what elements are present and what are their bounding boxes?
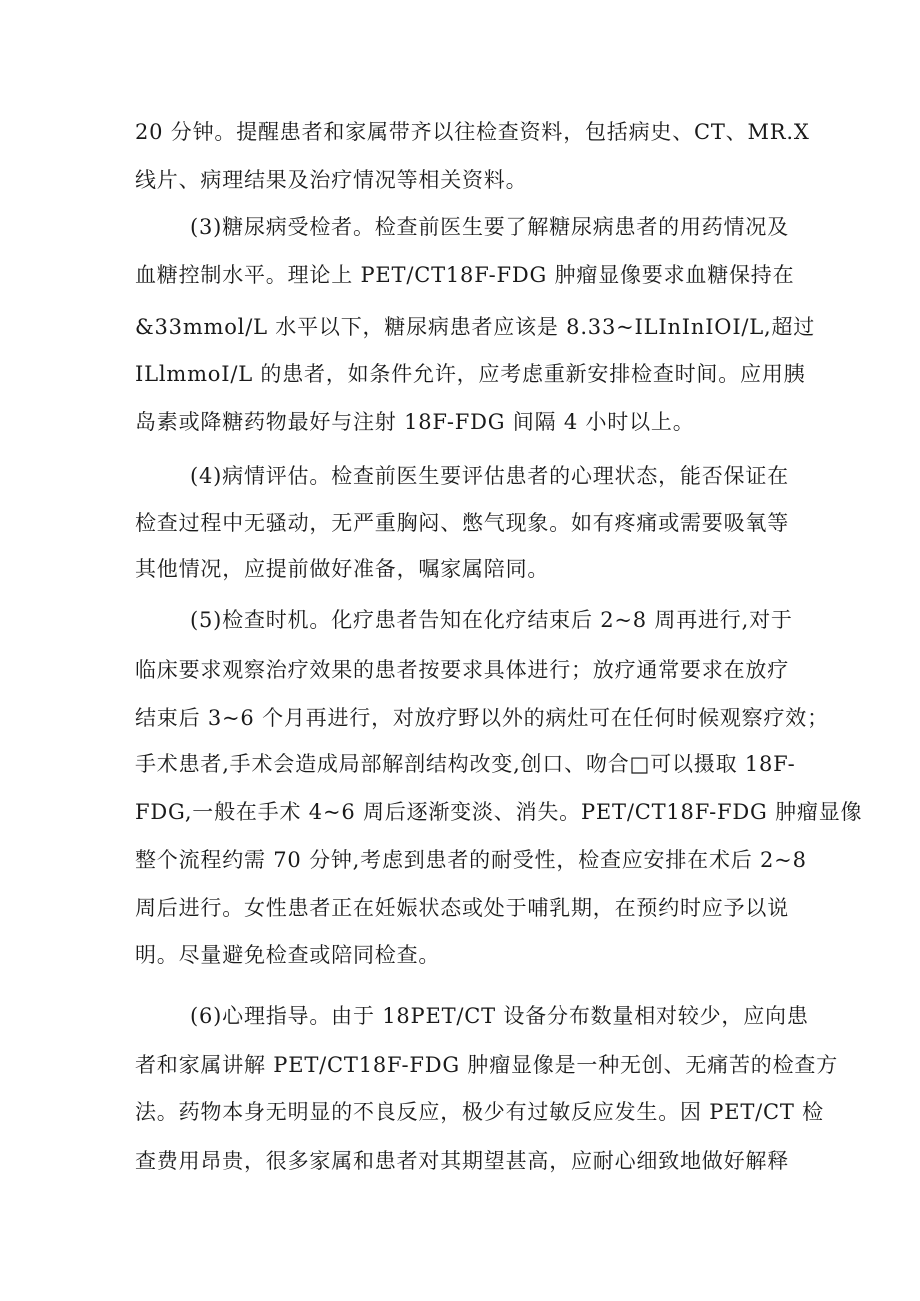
- paragraph-6-start: (6)心理指导。由于 18PET/CT 设备分布数量相对较少，应向患: [190, 1004, 809, 1028]
- text-line: 其他情况，应提前做好准备，嘱家属陪同。: [135, 557, 550, 581]
- text-line: 结束后 3~6 个月再进行，对放疗野以外的病灶可在任何时候观察疗效；: [135, 706, 829, 730]
- text-line: 线片、病理结果及治疗情况等相关资料。: [135, 168, 528, 192]
- text-line: 检查过程中无骚动，无严重胸闷、憋气现象。如有疼痛或需要吸氧等: [135, 511, 789, 535]
- paragraph-4-start: (4)病情评估。检查前医生要评估患者的心理状态，能否保证在: [190, 464, 789, 488]
- text-line: 查费用昂贵，很多家属和患者对其期望甚高，应耐心细致地做好解释: [135, 1149, 789, 1173]
- paragraph-3-start: (3)糖尿病受检者。检查前医生要了解糖尿病患者的用药情况及: [190, 215, 789, 239]
- text-line: 明。尽量避免检查或陪同检查。: [135, 943, 441, 967]
- paragraph-5-start: (5)检查时机。化疗患者告知在化疗结束后 2~8 周再进行,对于: [190, 608, 793, 632]
- text-line: 手术患者,手术会造成局部解剖结构改变,创口、吻合□可以摄取 18F-: [135, 752, 796, 776]
- text-line: 临床要求观察治疗效果的患者按要求具体进行；放疗通常要求在放疗: [135, 658, 789, 682]
- text-line: ILlmmoI/L 的患者，如条件允许，应考虑重新安排检查时间。应用胰: [135, 362, 806, 386]
- text-line: FDG,一般在手术 4~6 周后逐渐变淡、消失。PET/CT18F-FDG 肿瘤显像: [135, 800, 863, 824]
- text-line: 血糖控制水平。理论上 PET/CT18F-FDG 肿瘤显像要求血糖保持在: [135, 263, 795, 287]
- text-line: 岛素或降糖药物最好与注射 18F-FDG 间隔 4 小时以上。: [135, 410, 695, 434]
- text-line: 20 分钟。提醒患者和家属带齐以往检查资料，包括病史、CT、MR.X: [135, 120, 810, 144]
- text-line: &33mmol/L 水平以下，糖尿病患者应该是 8.33~ILInInIOI/L,超过: [135, 315, 816, 339]
- text-line: 法。药物本身无明显的不良反应，极少有过敏反应发生。因 PET/CT 检: [135, 1100, 824, 1124]
- text-line: 者和家属讲解 PET/CT18F-FDG 肿瘤显像是一种无创、无痛苦的检查方: [135, 1053, 838, 1077]
- text-line: 周后进行。女性患者正在妊娠状态或处于哺乳期，在预约时应予以说: [135, 896, 789, 920]
- text-line: 整个流程约需 70 分钟,考虑到患者的耐受性，检查应安排在术后 2~8: [135, 848, 807, 872]
